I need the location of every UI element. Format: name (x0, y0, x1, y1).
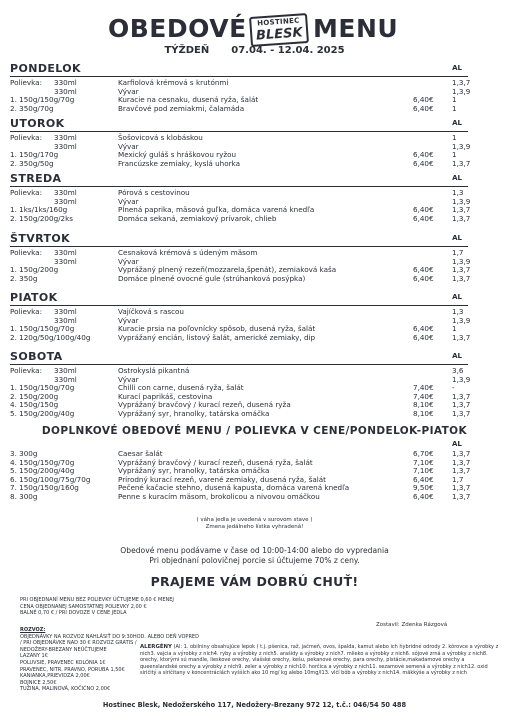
dish-allergens: 1,3,7 (452, 491, 471, 501)
serving-info-line1: Obedové menu podávame v čase od 10:00-14:00 alebo do vypredania (120, 546, 389, 555)
menu-row (10, 273, 471, 284)
row-label: 4. 150g/150g (10, 400, 59, 409)
dish-price: 6,40€ (413, 95, 434, 104)
row-size: 330ml (54, 374, 77, 384)
dish-price: 6,40€ (413, 158, 434, 168)
day-title: UTOROK (10, 117, 65, 130)
dish-name: Penne s kuracím mäsom, brokolicou a nivovou omáčkou (118, 491, 320, 501)
day-title: PONDELOK (10, 62, 81, 75)
dish-price: 6,40€ (413, 324, 434, 333)
menu-row (10, 367, 468, 376)
dish-name: Kuracie na cesnaku, dusená ryža, šalát (118, 95, 259, 104)
pricing-note-3: BALNÉ 0,70 € / PRI DOVOZE V CENE JEDLA (20, 610, 127, 617)
row-size: 6. 150g/100g/75g/70g (10, 474, 91, 484)
divider (10, 76, 468, 77)
row-label: 2. 150g/200g (10, 391, 59, 401)
dish-name: Vývar (118, 256, 139, 266)
dish-allergens: 1,3,9 (452, 315, 471, 325)
dish-name: Vyprážaný syr, hranolky, tatárska omáčka (118, 466, 270, 475)
row-label: 1. 150g/150g/70g (10, 383, 75, 392)
row-size: 330ml (54, 133, 77, 142)
dish-allergens: 1,3,9 (452, 86, 471, 96)
row-label: Polievka: (10, 133, 43, 142)
menu-row (10, 105, 468, 114)
dish-price: 7,10€ (413, 457, 434, 467)
dish-allergens: - (452, 383, 455, 392)
day-title: STREDA (10, 172, 62, 185)
dish-allergens: 1,3 (452, 188, 464, 197)
day-al-header: AL (452, 352, 462, 360)
row-size: 330ml (54, 256, 77, 266)
divider (10, 305, 468, 306)
extra-menu-title: DOPLNKOVÉ OBEDOVÉ MENU / POLIEVKA V CENE/PONDELOK-PIATOK (41, 425, 468, 437)
dish-price: 8,10€ (413, 400, 434, 409)
allergens-title: ALERGÉNY (140, 644, 172, 650)
dish-name: Vývar (118, 196, 139, 206)
row-size: 7. 150g/150g/160g (10, 483, 79, 492)
dish-name: Vývar (118, 141, 139, 151)
row-label: Polievka: (10, 188, 43, 197)
dish-name: Vývar (118, 86, 139, 96)
dish-allergens: 1,3,9 (452, 141, 471, 151)
dish-name: Chilli con carne, dusená ryža, šalát (118, 383, 244, 392)
dish-name: Vyprážaný encián, listový šalát, americké zemiaky, dip (118, 332, 316, 342)
weight-note (0, 517, 509, 531)
logo-top-text: HOSTINEC (256, 16, 300, 28)
allergens-info (140, 644, 500, 677)
compiled-by: Zostavil: Zdenka Rázgová (376, 622, 448, 628)
dish-price: 6,40€ (413, 265, 434, 274)
day-section (10, 291, 471, 342)
dish-price: 6,70€ (413, 449, 434, 458)
dish-name: Vyprážaný bravčový / kurací rezeň, dusená ryža (118, 400, 291, 409)
row-label: 2. 120g/50g/100g/40g (10, 332, 91, 342)
allergens-text: (Al: 1. obilniny obsahujúce lepok ( t.j. pšenica, raž, jačmeň, ovos, špalda, kamut alebo ich hybridné odrody 2. kôrovce a výrobky z nich3. vajcia a výrobky z nich4. ryby a výrobky z nich5. arašidy a výrobky z nich7. mlieko a výrobky z nich6. sójové zrná a výrobky z nich8. orechy, ktorými sú mandle, lieskové orechy, vlašské orechy, kešu, pekanové orechy, para orechy, pistácie,makadamové orechy a queenslandské orechy a výrobky z nich9. zeler a výrobky z nich10. horčica a výrobky z nich11. sezamové semená a výrobky z nich12. oxid siričitý a siričitany v koncentráciách vyšších ako 10 mg/ kg alebo 10mg/l13. vlčí bôb a výrobky z nich14. mäkkýše a výrobky z nich (140, 644, 499, 677)
day-al-header: AL (452, 293, 462, 301)
dish-allergens: 1,3,7 (452, 391, 471, 401)
week-range: 07.04. - 12.04. 2025 (231, 45, 345, 56)
day-section (10, 232, 471, 283)
day-al-header: AL (452, 234, 462, 242)
dish-price: 7,40€ (413, 391, 434, 401)
dish-allergens: 1 (452, 133, 457, 142)
delivery-line: LAZANY 1€ (20, 653, 48, 660)
row-size: 330ml (54, 141, 77, 151)
dish-price: 9,50€ (413, 483, 434, 492)
dish-name: Šošovicová s klobáskou (118, 133, 203, 142)
dish-allergens: 1,7 (452, 248, 464, 257)
menu-header (0, 12, 509, 48)
dish-allergens: 1,3 (452, 307, 464, 316)
row-label: 5. 150g/200g/40g (10, 408, 75, 418)
dish-allergens: 1,3,7 (452, 265, 471, 274)
dish-price: 8,10€ (413, 408, 434, 418)
title-right: MENU (313, 14, 399, 43)
delivery-line: TUŽINA, MALINOVÁ, KOČIĆNO 2,00€ (20, 686, 111, 693)
day-title: ŠTVRTOK (10, 232, 71, 245)
dish-allergens: 1,7 (452, 474, 464, 484)
dish-price: 6,40€ (413, 474, 434, 484)
dish-allergens: 1,3,7 (452, 332, 471, 342)
dish-allergens: 1,3,7 (452, 273, 471, 283)
day-section (10, 350, 471, 418)
menu-row (10, 213, 471, 224)
menu-row (10, 332, 471, 343)
row-size: 4. 150g/150g/70g (10, 457, 75, 467)
dish-name: Vyprážaný plnený rezeň(mozzarela,špenát), zemiaková kaša (118, 265, 337, 274)
dish-name: Karfiolová krémová s krutónmi (118, 78, 229, 87)
row-size: 8. 300g (10, 491, 38, 501)
divider (10, 246, 468, 247)
dish-name: Kuracie prsia na poľovnícky spôsob, dusená ryža, šalát (118, 324, 316, 333)
footer-address: Hostinec Blesk, Nedožerského 117, Nedožery-Brezany 972 12, t.č.: 046/54 50 488 (102, 701, 407, 709)
dish-allergens: 1,3,9 (452, 374, 471, 384)
dish-price: 6,40€ (413, 103, 434, 113)
dish-allergens: 1,3,7 (452, 205, 471, 214)
dish-allergens: 1,3,7 (452, 213, 471, 223)
row-size: 330ml (54, 86, 77, 96)
dish-price: 6,40€ (413, 273, 434, 283)
dish-price: 6,40€ (413, 332, 434, 342)
dish-allergens: 3,6 (452, 366, 464, 375)
day-section (10, 117, 471, 168)
delivery-line: KANIANKA,PRIEVIDZA 2,00€ (20, 673, 90, 680)
dish-name: Domáca sekaná, zemiakový prívarok, chlieb (118, 213, 277, 223)
row-label: 2. 350g/70g (10, 103, 54, 113)
dish-allergens: 1,3,7 (452, 483, 471, 492)
row-label: 1. 1ks/1ks/160g (10, 205, 68, 214)
row-size: 330ml (54, 307, 77, 316)
row-size: 3. 300g (10, 449, 38, 458)
row-size: 330ml (54, 315, 77, 325)
day-section (10, 62, 471, 113)
dish-name: Domáce plnené ovocné gule (strúhanková posýpka) (118, 273, 306, 283)
extra-menu-row (10, 491, 471, 502)
serving-info-line2: Pri objednaní polovičnej porcie si účtujeme 70% z ceny. (149, 556, 360, 565)
dish-name: Kurací paprikáš, cestovina (118, 391, 213, 401)
row-size: 330ml (54, 78, 77, 87)
dish-name: Bravčové pod zemiakmi, čalamáda (118, 103, 245, 113)
day-title: PIATOK (10, 291, 58, 304)
pricing-note-1: PRI OBJEDNANÍ MENU BEZ POLIEVKY ÚČTUJEME 0,60 € MENEJ (20, 597, 174, 603)
weight-note-line2: Zmena jedálneho lístka vyhradená! (205, 524, 304, 530)
dish-allergens: 1,3,7 (452, 158, 471, 168)
row-label: Polievka: (10, 307, 43, 316)
pricing-notes (20, 597, 174, 617)
delivery-line: NEDOŽERY-BREZANY NEÚČTUJEME (20, 646, 107, 653)
row-size: 330ml (54, 366, 77, 375)
menu-row (10, 158, 471, 169)
bon-appetit: PRAJEME VÁM DOBRÚ CHUŤ! (150, 574, 359, 589)
day-section (10, 172, 471, 223)
menu-row (10, 308, 468, 317)
serving-info (0, 546, 509, 566)
dish-name: Pečené kačacie stehno, dusená kapusta, domáca varená knedľa (118, 483, 350, 492)
extra-menu (10, 440, 471, 501)
dish-allergens: 1 (452, 324, 457, 333)
divider (10, 364, 468, 365)
menu-row (10, 141, 471, 152)
dish-allergens: 1,3,7 (452, 449, 471, 458)
dish-name: Francúzske zemiaky, kyslá uhorka (118, 158, 240, 168)
menu-row (10, 249, 468, 258)
day-al-header: AL (452, 119, 462, 127)
dish-allergens: 1 (452, 103, 457, 113)
week-line (0, 45, 509, 56)
dish-name: Cesnaková krémová s údeným mäsom (118, 248, 258, 257)
delivery-line: BOJNICE 2,50€ (20, 679, 57, 686)
dish-price: 7,10€ (413, 466, 434, 475)
row-label: Polievka: (10, 78, 43, 87)
dish-name: Pórová s cestovinou (118, 188, 190, 197)
row-label: Polievka: (10, 366, 43, 375)
menu-row (10, 408, 471, 419)
row-label: 2. 350g/50g (10, 158, 54, 168)
delivery-line: OBJEDNÁVKY NA ROZVOZ NAHLÁSIŤ DO 9:30HOD. ALEBO DEŇ VOPRED (20, 633, 199, 640)
dish-allergens: 1,3,7 (452, 400, 471, 409)
day-al-header: AL (452, 64, 462, 72)
day-al-header: AL (452, 174, 462, 182)
menu-row (10, 189, 468, 198)
dish-name: Vyprážaný bravčový / kurací rezeň, dusená ryža, šalát (118, 457, 313, 467)
hostinec-blesk-logo (249, 13, 309, 47)
dish-price: 6,40€ (413, 150, 434, 159)
divider (10, 186, 468, 187)
weight-note-line1: ( váha jedla je uvedená v surovom stave ) (196, 517, 313, 523)
dish-allergens: 1,3,7 (452, 466, 471, 475)
delivery-line: PRAVENEC, NITR. PRAVNO, PORUBA 1,50€ (20, 666, 125, 673)
dish-name: Vývar (118, 374, 139, 384)
row-label: Polievka: (10, 248, 43, 257)
day-title: SOBOTA (10, 350, 63, 363)
dish-price: 7,40€ (413, 383, 434, 392)
pricing-note-2: CENA OBJEDNANEJ SAMOSTATNEJ POLIEVKY 2,00 € (20, 603, 147, 610)
dish-allergens: 1,3,9 (452, 256, 471, 266)
extra-rows (10, 449, 471, 501)
week-label: TÝŽDEŇ (164, 45, 210, 56)
dish-allergens: 1 (452, 150, 457, 159)
menu-row (10, 384, 468, 393)
dish-allergens: 1,3,9 (452, 196, 471, 206)
dish-name: Vývar (118, 315, 139, 325)
menu-row (10, 134, 468, 143)
row-label: 1. 150g/150g/70g (10, 324, 75, 333)
delivery-line: / PRI OBJEDNÁVKE NAD 30 € ROZVOZ GRATIS / (20, 640, 137, 647)
dish-allergens: 1 (452, 95, 457, 104)
dish-price: 6,40€ (413, 205, 434, 214)
row-size: 330ml (54, 188, 77, 197)
title-left: OBEDOVÉ (108, 14, 247, 43)
logo-bottom-text: BLESK (255, 25, 304, 44)
row-size: 330ml (54, 248, 77, 257)
delivery-title: ROZVOZ: (20, 627, 46, 633)
row-label: 1. 150g/150g/70g (10, 95, 75, 104)
row-size: 5. 150g/200g/40g (10, 466, 75, 475)
row-label: 1. 150g/170g (10, 150, 59, 159)
divider (10, 131, 468, 132)
dish-name: Ostrokyslá pikantná (118, 366, 190, 375)
row-size: 330ml (54, 196, 77, 206)
dish-name: Vajíčková s rascou (118, 307, 184, 316)
dish-allergens: 1,3,7 (452, 408, 471, 418)
menu-row (10, 78, 471, 88)
delivery-line: POLUVSIE, PRAVENEC KOLÓNIA 1€ (20, 659, 106, 666)
dish-name: Caesar šalát (118, 449, 163, 458)
dish-allergens: 1,3,7 (452, 78, 471, 87)
dish-name: Plnená paprika, mäsová guľka, domáca varená knedľa (118, 205, 315, 214)
extra-al-header: AL (452, 440, 462, 448)
row-label: 1. 150g/200g (10, 265, 59, 274)
dish-price: 6,40€ (413, 213, 434, 223)
row-label: 2. 350g (10, 273, 38, 283)
dish-price: 6,40€ (413, 491, 434, 501)
dish-allergens: 1,3,7 (452, 457, 471, 467)
dish-name: Vyprážaný syr, hranolky, tatárska omáčka (118, 408, 270, 418)
row-label: 2. 150g/200g/2ks (10, 213, 74, 223)
dish-name: Prírodný kurací rezeň, varené zemiaky, dusená ryža, šalát (118, 474, 326, 484)
dish-name: Mexický guláš s hráškovou ryžou (118, 150, 237, 159)
